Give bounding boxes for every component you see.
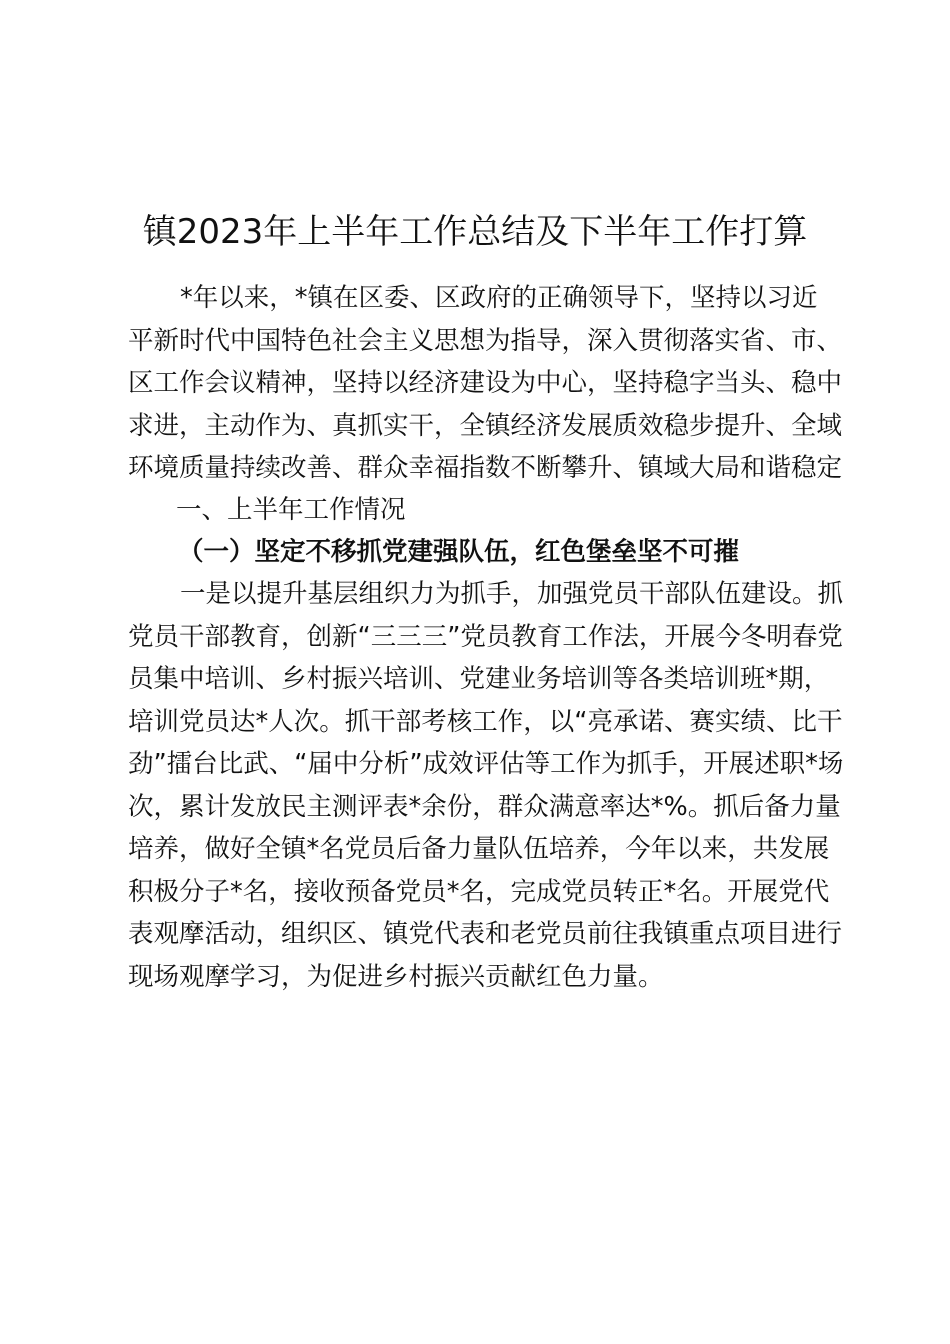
text-line: 积极分子*名，接收预备党员*名，完成党员转正*名。开展党代 bbox=[128, 876, 830, 907]
text-line: 现场观摩学习，为促进乡村振兴贡献红色力量。 bbox=[128, 961, 664, 992]
text-line: 表观摩活动，组织区、镇党代表和老党员前往我镇重点项目进行 bbox=[128, 919, 843, 949]
text-line: 一是以提升基层组织力为抓手，加强党员干部队伍建设。抓 bbox=[180, 579, 844, 609]
body-paragraph bbox=[128, 573, 868, 998]
text-line: 员集中培训、乡村振兴培训、党建业务培训等各类培训班*期， bbox=[128, 664, 830, 694]
text-line: 劲”擂台比武、“届中分析”成效评估等工作为抓手，开展述职*场 bbox=[128, 749, 844, 779]
text-line: 次，累计发放民主测评表*余份，群众满意率达*%。抓后备力量 bbox=[128, 791, 841, 822]
subsection-heading: （一）坚定不移抓党建强队伍，红色堡垒坚不可摧 bbox=[178, 537, 740, 567]
text-line: 区工作会议精神，坚持以经济建设为中心，坚持稳字当头、稳中 bbox=[128, 368, 843, 398]
text-line: 平新时代中国特色社会主义思想为指导，深入贯彻落实省、市、 bbox=[128, 325, 843, 356]
section-heading: 一、上半年工作情况 bbox=[176, 495, 406, 525]
text-line: 培养，做好全镇*名党员后备力量队伍培养，今年以来，共发展 bbox=[128, 834, 830, 864]
intro-paragraph bbox=[128, 277, 868, 490]
text-line: 党员干部教育，创新“三三三”党员教育工作法，开展今冬明春党 bbox=[128, 621, 843, 652]
text-line: 求进，主动作为、真抓实干，全镇经济发展质效稳步提升、全域 bbox=[128, 410, 843, 441]
text-line: *年以来，*镇在区委、区政府的正确领导下，坚持以习近 bbox=[180, 283, 818, 313]
document-title: 镇2023年上半年工作总结及下半年工作打算 bbox=[142, 212, 808, 252]
text-line: 培训党员达*人次。抓干部考核工作，以“亮承诺、赛实绩、比干 bbox=[128, 706, 843, 737]
text-line: 环境质量持续改善、群众幸福指数不断攀升、镇域大局和谐稳定 bbox=[128, 453, 843, 483]
